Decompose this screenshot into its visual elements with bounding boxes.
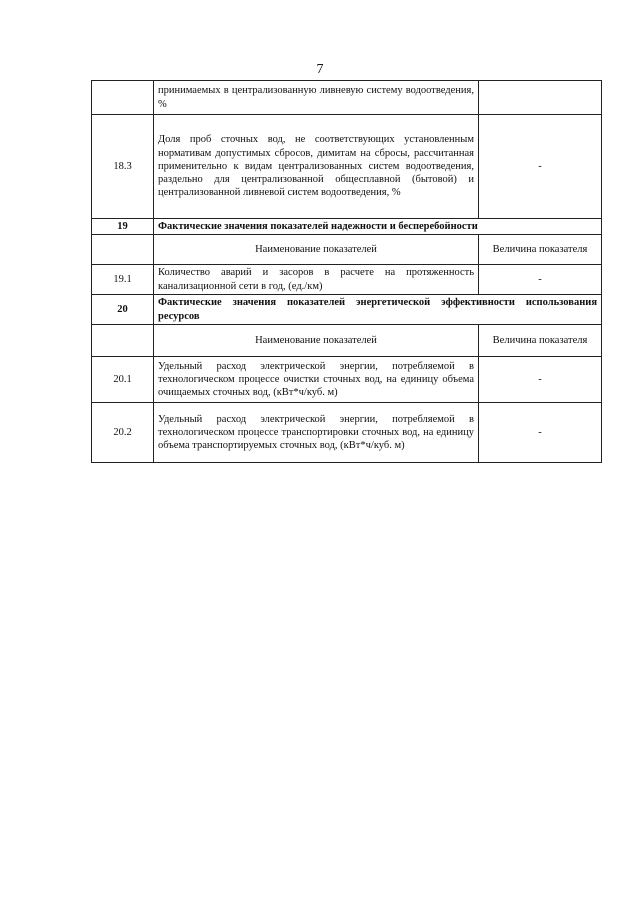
row-text: Удельный расход электрической энергии, потребляемой в технологическом процессе очистки сточных вод, на единицу объема очищаемых сточных вод, (кВт*ч/куб. м) — [154, 357, 479, 403]
table-row — [92, 115, 602, 219]
section-number: 19 — [92, 219, 154, 235]
row-number: 20.2 — [92, 403, 154, 463]
table-row — [92, 81, 602, 115]
header-blank — [92, 235, 154, 265]
section-title: Фактические значения показателей надежности и бесперебойности — [154, 219, 602, 235]
row-number: 19.1 — [92, 265, 154, 295]
section-number: 20 — [92, 295, 154, 325]
row-number — [92, 81, 154, 115]
column-header-row — [92, 325, 602, 357]
row-text: принимаемых в централизованную ливневую систему водоотведения, % — [154, 81, 479, 115]
header-blank — [92, 325, 154, 357]
row-number: 18.3 — [92, 115, 154, 219]
row-text: Количество аварий и засоров в расчете на протяженность канализационной сети в год, (ед./км) — [154, 265, 479, 295]
section-row — [92, 295, 602, 325]
row-text: Удельный расход электрической энергии, потребляемой в технологическом процессе транспортировки сточных вод, на единицу объема транспортируемых сточных вод, (кВт*ч/куб. м) — [154, 403, 479, 463]
row-value: - — [479, 265, 602, 295]
header-name: Наименование показателей — [154, 235, 479, 265]
indicators-table — [91, 80, 602, 463]
header-value: Величина показателя — [479, 325, 602, 357]
row-number: 20.1 — [92, 357, 154, 403]
section-title: Фактические значения показателей энергетической эффективности использования ресурсов — [154, 295, 602, 325]
table-row — [92, 265, 602, 295]
column-header-row — [92, 235, 602, 265]
section-row — [92, 219, 602, 235]
table-row — [92, 403, 602, 463]
row-text: Доля проб сточных вод, не соответствующих установленным нормативам допустимых сбросов, димитам на сбросы, рассчитанная применительно к видам централизованных систем водоотведения, раздельно для централизованной общесплавной (бытовой) и централизованной ливневой систем водоотведения, % — [154, 115, 479, 219]
page-number: 7 — [316, 62, 324, 77]
row-value: - — [479, 357, 602, 403]
row-value — [479, 81, 602, 115]
row-value: - — [479, 115, 602, 219]
row-value: - — [479, 403, 602, 463]
header-value: Величина показателя — [479, 235, 602, 265]
header-name: Наименование показателей — [154, 325, 479, 357]
table-row — [92, 357, 602, 403]
